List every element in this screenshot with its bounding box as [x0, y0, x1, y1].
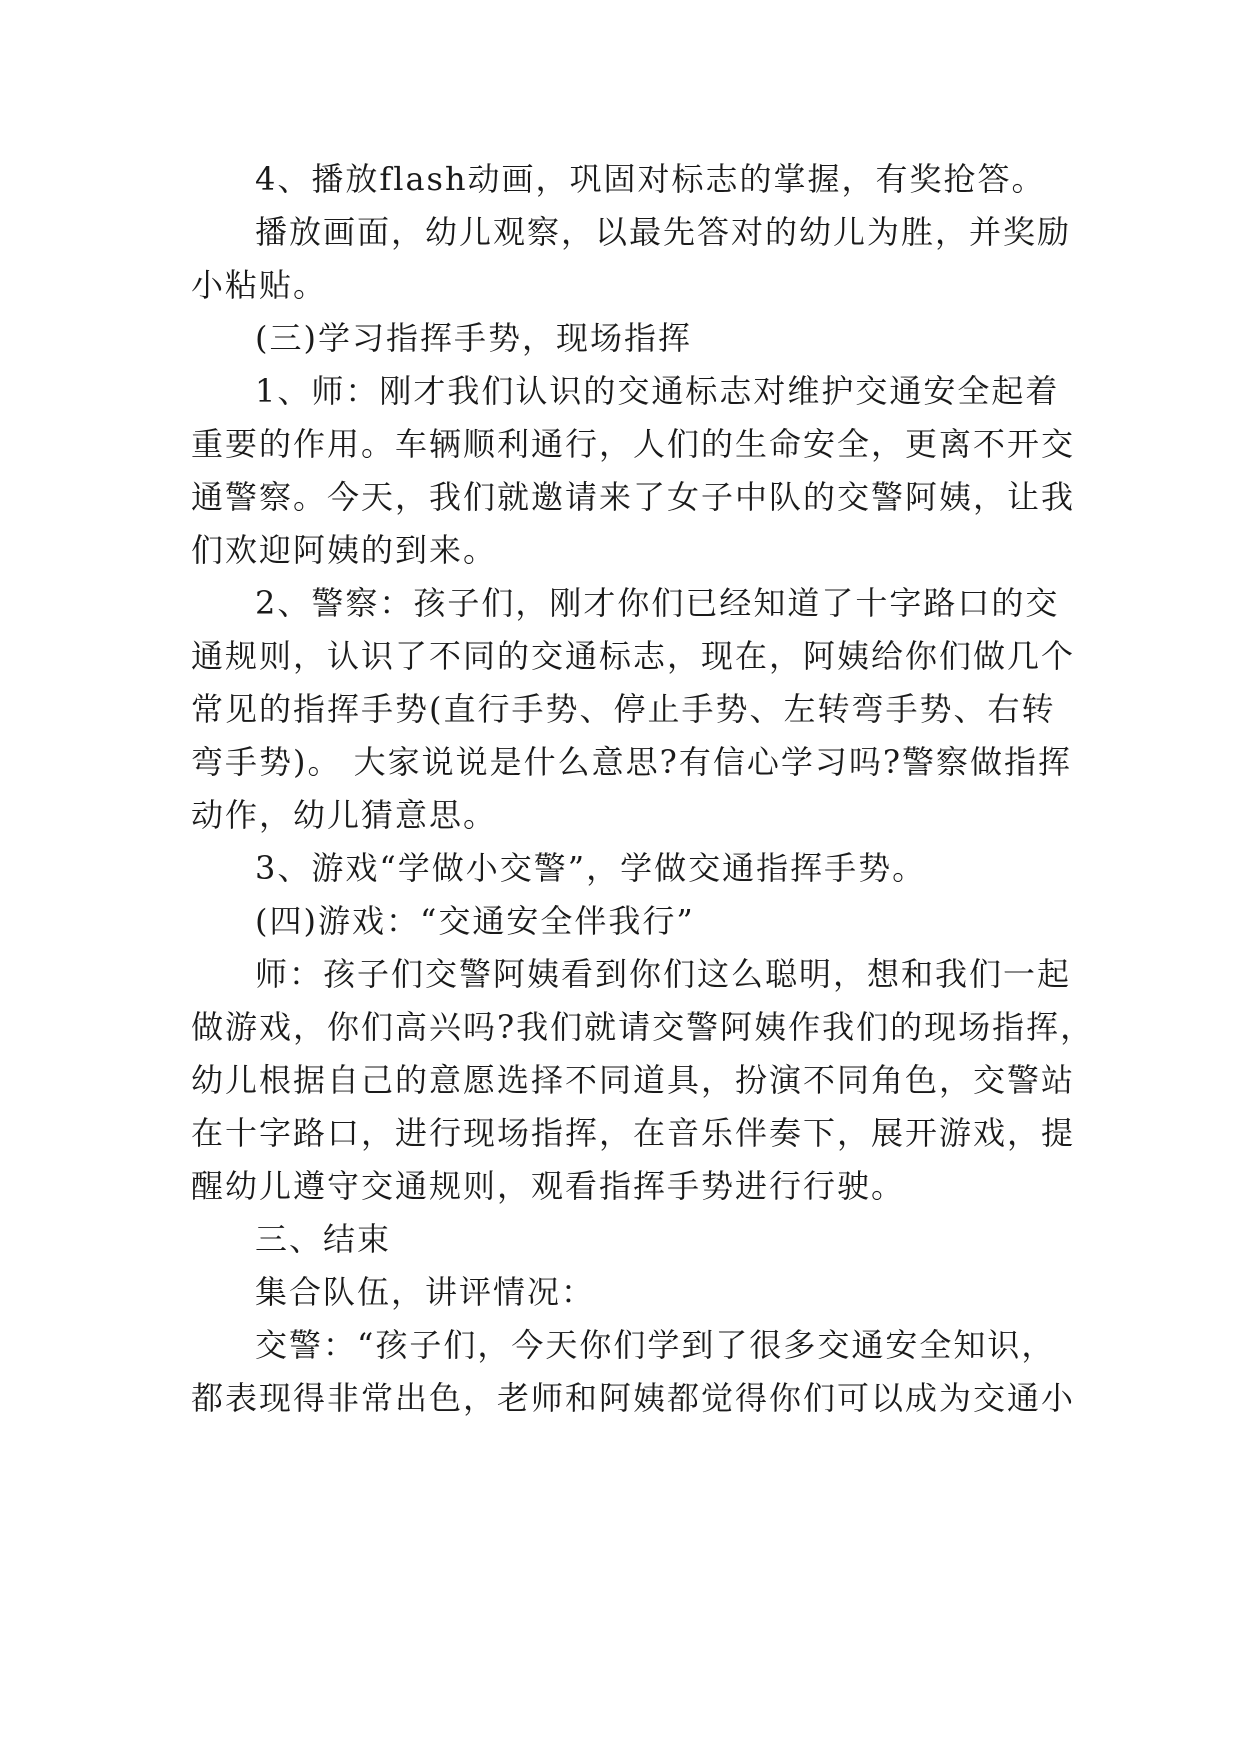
text-line: 播放画面，幼儿观察，以最先答对的幼儿为胜，并奖励: [255, 213, 1072, 251]
text-line: 交警：“孩子们，今天你们学到了很多交通安全知识，: [255, 1326, 1056, 1364]
text-line: 3、游戏“学做小交警”，学做交通指挥手势。: [255, 849, 927, 887]
text-line: 常见的指挥手势(直行手势、停止手势、左转弯手势、右转: [191, 690, 1056, 728]
text-line: 1、师：刚才我们认识的交通标志对维护交通安全起着: [255, 372, 1060, 410]
text-line: 幼儿根据自己的意愿选择不同道具，扮演不同角色，交警站: [191, 1061, 1076, 1099]
text-line: 集合队伍，讲评情况：: [255, 1273, 596, 1311]
text-line: 三、结束: [255, 1220, 392, 1258]
text-line: (四)游戏：“交通安全伴我行”: [255, 902, 695, 940]
text-line: 都表现得非常出色，老师和阿姨都觉得你们可以成为交通小: [191, 1379, 1076, 1417]
text-line: 醒幼儿遵守交通规则，观看指挥手势进行行驶。: [191, 1167, 906, 1205]
text-line: (三)学习指挥手势，现场指挥: [255, 319, 692, 357]
text-line: 4、播放flash动画，巩固对标志的掌握，有奖抢答。: [255, 160, 1046, 198]
text-line: 小粘贴。: [191, 266, 328, 304]
text-line: 做游戏，你们高兴吗?我们就请交警阿姨作我们的现场指挥，: [191, 1008, 1095, 1046]
text-line: 师：孩子们交警阿姨看到你们这么聪明，想和我们一起: [255, 955, 1072, 993]
text-line: 在十字路口，进行现场指挥，在音乐伴奏下，展开游戏，提: [191, 1114, 1076, 1152]
text-line: 2、警察：孩子们，刚才你们已经知道了十字路口的交: [255, 584, 1060, 622]
text-line: 通规则，认识了不同的交通标志，现在，阿姨给你们做几个: [191, 637, 1076, 675]
text-line: 通警察。今天，我们就邀请来了女子中队的交警阿姨，让我: [191, 478, 1076, 516]
text-line: 动作，幼儿猜意思。: [191, 796, 498, 834]
text-line: 们欢迎阿姨的到来。: [191, 531, 498, 569]
text-line: 弯手势)。 大家说说是什么意思?有信心学习吗?警察做指挥: [191, 743, 1072, 781]
text-line: 重要的作用。车辆顺利通行，人们的生命安全，更离不开交: [191, 425, 1076, 463]
